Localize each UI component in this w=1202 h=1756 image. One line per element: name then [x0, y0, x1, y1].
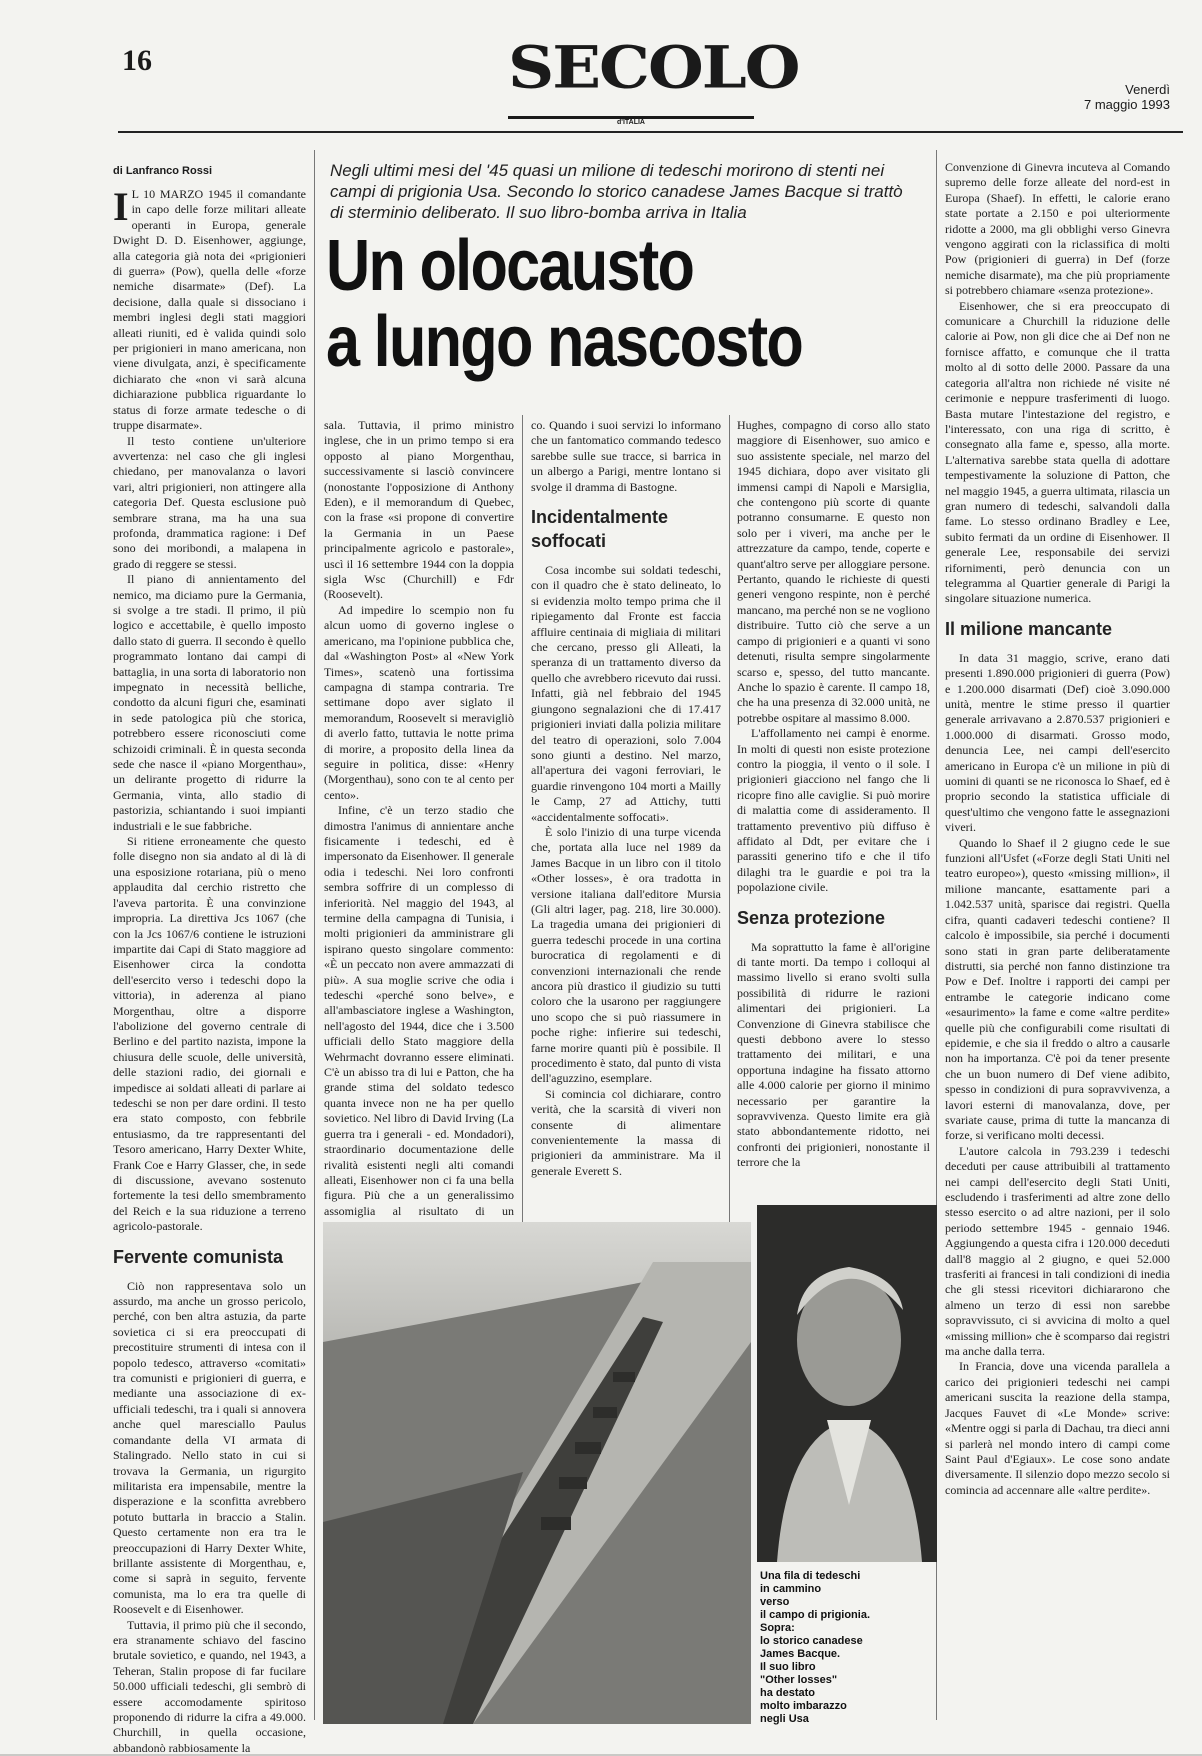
caption-line: negli Usa: [760, 1713, 809, 1725]
column-rule: [314, 150, 315, 1720]
portrait-image: [757, 1205, 937, 1562]
caption-line: verso: [760, 1596, 790, 1608]
caption-line: molto imbarazzo: [760, 1700, 847, 1712]
caption-line: "Other losses": [760, 1674, 838, 1686]
caption-line: Sopra:: [760, 1622, 795, 1634]
article-column-3: [531, 418, 721, 1213]
paragraph: Cosa incombe sui soldati tedeschi, con il quadro che è stato delineato, lo si evidenzia molto tempo prima che il ripiegamento dal Fronte est faccia affluire centinaia di migliaia di militari che cercano, presso gli Alleati, la speranza di un trattamento diverso da quello che avrebbero ricevuto dai russi. Infatti, già nel febbraio del 1945 giungono segnalazioni che di 17.417 prigionieri inviati dalla polizia militare del teatro di operazioni, solo 7.004 sono giunti a destino. Nel marzo, all'apertura dei vagoni ferroviari, le guardie rinvengono 104 morti a Mailly le Camp, 27 ad Attichy, tutti «accidentalmente soffocati».: [531, 563, 721, 824]
issue-date: [1040, 82, 1170, 112]
paragraph: Quando lo Shaef il 2 giugno cede le sue funzioni all'Usfet («Forze degli Stati Uniti nel teatro europeo»), questo «missing million», il milione mancante, esattamente pari a 1.042.537 unità, sparisce dai registri. Quella cifra, quanti cadaveri tedeschi contiene? Il calcolo è impossibile, sia perché i documenti sono stati in gran parte deliberatamente distrutti, sia perché non fanno distinzione tra Pow e Def. Inoltre i rapporti dei campi per entrambe le categorie indicano come «esaurimento» la fame e come «altre perdite» quelle più che configurabili come risultati di epidemie, e che sia il freddo o altro a causarle non ha importanza. C'è poi da tener presente che un buon numero di Def viene adibito, spesso in condizioni di pura sopravvivenza, a lavori esterni di manovalanza, dove, per svariate cause, prima di tutte la mancanza di forze, si verificano molti decessi.: [945, 835, 1170, 1143]
prisoners-march-image: [323, 1222, 751, 1724]
caption-line: Una fila di tedeschi: [760, 1570, 861, 1582]
subheading-incidentalmente-soffocati: Incidentalmente soffocati: [531, 507, 669, 552]
caption-line: James Bacque.: [760, 1648, 841, 1660]
paragraph: Il testo contiene un'ulteriore avvertenza: nel caso che gli inglesi chiedano, per manovalanza o lavori vari, altri prigionieri, non attingere alla categoria Def. Questa esclusione può sembrare strana, ma ha una sua profonda, drammatica ragione: i Def sono dei moribondi, a malapena in grado di reggere se stessi.: [113, 433, 306, 571]
article-column-2: [324, 418, 514, 1218]
paragraph: Ad impedire lo scempio non fu alcun uomo di governo inglese o americano, ma l'opinione pubblica che, dal «Washington Post» al «New York Times», scatenò una fortissima campagna di stampa contraria. Tre settimane dopo aver siglato il memorandum, Roosevelt si meravigliò di averlo fatto, tuttavia le notte prima di morire, a proposito della linea da seguire in politica, disse: «Henry (Morgenthau), sono con te al cento per cento».: [324, 602, 514, 802]
james-bacque-portrait: [757, 1205, 937, 1562]
paragraph: Ma soprattutto la fame è all'origine di tante morti. Da tempo i colloqui al massimo livello si erano svolti sulla possibilità di ridurre le razioni alimentari dei prigionieri. La Convenzione di Ginevra stabilisce che questi debbono avere lo stesso trattamento dei militari, e una opportuna indagine ha fissato attorno alle 4.000 calorie per giorno il minimo necessario per garantire la sopravvivenza. Questo limite era già stato abbondantemente ridotto, nei confronti dei prigionieri, nonostante il terrore che la: [737, 939, 930, 1170]
subheading-fervente-comunista: Fervente comunista: [113, 1246, 284, 1267]
article-column-4: [737, 418, 930, 1213]
paragraph: L'autore calcola in 793.239 i tedeschi deceduti per cause attribuibili al trattamento nei campi dell'esercito degli Stati Uniti, escludendo i trasferimenti ad altre zone dello stesso esercito o ad altre nazioni, per il solo periodo settembre 1945 - gennaio 1946. Aggiungendo a questa cifra i 120.000 deceduti dall'8 maggio al 2 giugno, e quei 52.000 trasferiti ai francesi in tali condizioni di inedia che gli stessi ricevitori dichiararono che almeno un terzo di essi non sarebbe sopravvissuto, ci si avvicina di molto a quel «missing million» che è scomparso dai registri ma anche dalla terra.: [945, 1143, 1170, 1359]
paragraph: Si comincia col dichiarare, contro verità, che la scarsità di viveri non consente di alimentare convenientemente la massa di prigionieri da amministrare. Ma il generale Everett S.: [531, 1086, 721, 1178]
headline-line: Un olocausto: [326, 226, 694, 306]
article-column-1: [113, 165, 306, 1755]
prisoners-march-photo: [323, 1222, 751, 1724]
paragraph: sala. Tuttavia, il primo ministro inglese, che in un primo tempo si era opposto al piano Morgenthau, successivamente si lasciò convincere (nonostante l'opposizione di Anthony Eden), e il memorandum di Quebec, con la frase «si propone di convertire la Germania in un Paese principalmente agricolo e pastorale», uscì il 16 settembre 1944 con la doppia sigla Wsc (Churchill) e Fdr (Roosevelt).: [324, 418, 514, 602]
subheading-senza-protezione: Senza protezione: [737, 907, 886, 928]
caption-line: lo storico canadese: [760, 1635, 863, 1647]
column-rule: [729, 415, 730, 1225]
paragraph: In Francia, dove una vicenda parallela a carico dei prigionieri tedeschi nei campi americani suscita la reazione della stampa, Jacques Fauvet di «Le Monde» scrive: «Mentre oggi si parla di Dachau, tra dieci anni si parlerà nel mondo intero di campi come Saint Paul d'Egiaux». Le cose sono andate diversamente. Il silenzio dopo mezzo secolo si comincia ad accennare alle «altre perdite».: [945, 1359, 1170, 1497]
subheading-il-milione-mancante: Il milione mancante: [945, 618, 1113, 639]
headline-line: a lungo nascosto: [326, 302, 803, 382]
paragraph: Tuttavia, il primo più che il secondo, era stranamente schiavo del fascino brutale sovietico, e quando, nel 1943, a Teheran, Stalin propose di far fucilare 50.000 ufficiali tedeschi, gli sembrò di essere accomodamente spiritoso proponendo di ridurre la cifra a 49.000. Churchill, in quella occasione, abbandonò rabbiosamente la: [113, 1617, 306, 1755]
article-column-5: [945, 160, 1170, 1725]
paragraph: Infine, c'è un terzo stadio che dimostra l'animus di annientare anche fisicamente i tedeschi, ed è impersonato da Eisenhower. Il generale odia i tedeschi. Nei loro confronti sembra soffrire di un complesso di inferiorità. Nel maggio del 1943, al termine della campagna di Tunisia, i molti prigionieri da amministrare gli ispirano questo singolare commento: «È un peccato non avere ammazzati di più». A sua moglie scrive che odia i tedeschi «perché sono belve», e all'ambasciatore inglese a Washington, nell'agosto del 1944, dice che i 3.500 ufficiali dello Stato maggiore della Wehrmacht dovranno essere eliminati. C'è un abisso tra di lui e Patton, che ha grande stima del soldato tedesco quanta invece non ne ha per quello sovietico. Nel libro di David Irving (La guerra tra i generali - ed. Mondadori), straordinario documentazione delle rivalità esistenti negli alti comandi alleati, Eisenhower non ci fa una bella figura. Più che a un generalissimo assomiglia al risultato di un: [324, 803, 514, 1218]
masthead-subtitle: d'ITALIA: [508, 116, 754, 126]
article-kicker: Negli ultimi mesi del '45 quasi un milione di tedeschi morirono di stenti nei campi di prigionia Usa. Secondo lo storico canadese James Bacque si trattò di sterminio deliberato. Il suo libro-bomba arriva in Italia: [330, 161, 903, 222]
paragraph: Ciò non rappresentava solo un assurdo, ma anche un grosso pericolo, perché, con ben altra astuzia, da parte sovietica ci si era preoccupati di precostituire strumenti di intesa con il popolo tedesco, attraverso «comitati» tra comunisti e prigionieri di guerra, e mediante una associazione di ex-ufficiali tedeschi, tra i quali si annovera anche quel maresciallo Paulus comandante della VI armata di Stalingrado. Nello stato in cui si trovava la Germania, un rigurgito militarista era impensabile, mentre la disperazione e la sconfitta avrebbero potuto buttarla in braccio a Stalin. Questo certamente non era tra le preoccupazioni di Harry Dexter White, brillante assistente di Morgenthau, e, come si saprà in seguito, fervente comunista, ma lo era tra quelle di Roosevelt e di Eisenhower.: [113, 1278, 306, 1617]
paragraph: Il piano di annientamento del nemico, ma diciamo pure la Germania, si svolge a tre stadi. Il primo, il più logico e accettabile, è quello imposto dallo stato di guerra. Il secondo è quello programmato lontano dai campi di battaglia, in una sorta di laboratorio non impegnato in necessità belliche, condotto da alcuni figuri che, esaminati in sede patologica più che storica, potrebbero essere riconosciuti come schizoidi criminali. È in questa seconda sede che nasce il «piano Morgenthau», un delirante progetto di ridurre la Germania, vinta, allo stadio di pastorizia, schiantando i suoi impianti industriali e le sue fabbriche.: [113, 572, 306, 833]
paragraph: In data 31 maggio, scrive, erano dati presenti 1.890.000 prigionieri di guerra (Pow) e 1.200.000 disarmati (Def) cioè 3.090.000 unità, mentre le stime presso il quartier generale arrivavano a 2.870.537 prigionieri e 1.000.000 di disarmati. Grosso modo, denuncia Lee, nei campi dell'esercito americano in Europa c'è un milione in più di uomini di quanti se ne riconosca lo Shaef, ed è proprio secondo la statistica ufficiale di quest'ultimo che vengono fatte le assegnazioni viveri.: [945, 650, 1170, 835]
drop-cap: I: [113, 184, 129, 229]
paragraph: Si ritiene erroneamente che questo folle disegno non sia andato al di là di una esposizione rotariana, più o meno applaudita dal cerchio ristretto che l'aveva partorita. È una convinzione impropria. La direttiva Jcs 1067 (che con la Jcs 1067/6 contiene le istruzioni impartite dai Capi di Stato maggiore ad Eisenhower circa la condotta dell'esercito verso i tedeschi dopo la vittoria), in aderenza al piano Morgenthau, oltre a disporre l'abolizione del governo centrale di Berlino e del partito nazista, impone la chiusura delle scuole, delle università, delle stazioni radio, dei giornali e impedisce ai soldati alleati di parlare ai tedeschi se non per dare ordini. Il testo era stato composto, con febbrile entusiasmo, da tre rappresentanti del Tesoro americano, Harry Dexter White, Frank Coe e Harry Glasser, che, in sede di discussione, avevano sostenuto fortemente la tesi dello smembramento del Reich e la sua riduzione a terreno agricolo-pastorale.: [113, 834, 306, 1234]
caption-line: Il suo libro: [760, 1661, 816, 1673]
caption-line: il campo di prigionia.: [760, 1609, 871, 1621]
column-rule: [522, 415, 523, 1225]
paragraph: Convenzione di Ginevra incuteva al Comando supremo delle forze alleate del nord-est in Europa (Shaef). In effetti, le calorie erano state portate a 2.150 e poi ulteriormente ridotte a 2000, ma gli obblighi verso Ginevra vengono aggirati con la riclassifica di molti Pow (prigionieri di guerra) in Def (forze nemiche disarmate), ma che più propriamente si potrebbero chiamare «senza protezione».: [945, 160, 1170, 298]
caption-line: ha destato: [760, 1687, 816, 1699]
caption-line: in cammino: [760, 1583, 822, 1595]
masthead-title: SECOLO: [508, 34, 799, 103]
issue-date-full: 7 maggio 1993: [1083, 97, 1170, 112]
issue-date-day: Venerdì: [1125, 82, 1170, 97]
photo-caption: [760, 1570, 930, 1726]
paragraph: I L 10 MARZO 1945 il comandante in capo delle forze militari alleate operanti in Europa, generale Dwight D. D. Eisenhower, aggiunge, alla categoria già nota dei «prigionieri di guerra» (Pow), quella delle «forze nemiche disarmate» (Def). La decisione, dalla quale si dissociano i membri inglesi degli stati maggiori alleati riuniti, ed è valida quindi solo per prigionieri in mano americana, non viene divulgata, anzi, è specificamente dichiarato che «non vi sarà alcuna dichiarazione pubblica riguardante lo status di forze armate tedesche o di truppe disarmate».: [113, 184, 306, 433]
header-rule: [118, 131, 1183, 133]
paragraph: L'affollamento nei campi è enorme. In molti di questi non esiste protezione contro la pioggia, il vento o il sole. I prigionieri giacciono nel fango che li ricopre fino alle caviglie. Si può morire di malattia come di assideramento. Il trattamento preventivo più diffuso è affidato al Ddt, per evitare che i parassiti generino tifo e che il tifo dilaghi tra le guardie e poi tra la popolazione civile.: [737, 726, 930, 895]
paragraph: co. Quando i suoi servizi lo informano che un fantomatico commando tedesco sarebbe sulle sue tracce, si barrica in un albergo a Parigi, mentre lontano si svolge il dramma di Bastogne.: [531, 418, 721, 494]
article-headline: [326, 228, 836, 380]
paragraph: Eisenhower, che si era preoccupato di comunicare a Churchill la riduzione delle calorie ai Pow, non gli dice che ai Def non ne fornisce affatto, e comunque che il tratta molto al di sotto delle 2000. Passare da una categoria all'altra non richiede né visite né cerimonie e neppure trasferimenti di luogo. Basta mutare l'intestazione del registro, e l'interessato, con una riga di scritto, è consegnato alla fame e, spesso, alla morte. L'alternativa sarebbe stata quella di adottare tempestivamente la soluzione di Patton, che nel maggio 1945, a guerra ultimata, rilascia un gran numero di tedeschi, salvandoli dalla fame. Lo stesso ordinano Bradley e Lee, subito fermati da un ordine di Eisenhower. Il generale Lee, responsabile dei servizi rifornimenti, però denuncia con un telegramma al Quartier generale di Parigi la singolare situazione numerica.: [945, 298, 1170, 606]
page-number: 16: [122, 44, 152, 77]
paragraph: Hughes, compagno di corso allo stato maggiore di Eisenhower, suo amico e suo assistente speciale, nel marzo del 1945 dichiara, dopo aver visitato gli immensi campi di Napoli e Marsiglia, che contengono più scorte di quante potranno consumarne. E questo non solo per i viveri, ma anche per le attrezzature da campo, tende, coperte e quant'altro serve per alloggiare persone. Pertanto, quando le richieste di questi generi vengono respinte, non è perché mancano, ma perché non se ne vogliono distribuire. Tutto ciò che serve a un campo di prigionieri e a quanti vi sono detenuti, risulta sempre singolarmente scarso e, spesso, del tutto mancante. Anche lo spazio è carente. Il campo 18, che ha una presenza di 32.000 unità, ne potrebbe ospitare al massimo 8.000.: [737, 418, 930, 725]
paragraph: È solo l'inizio di una turpe vicenda che, portata alla luce nel 1989 da James Bacque in un libro con il titolo «Other losses», è ora tradotta in versione italiana dall'editore Mursia (Gli altri lager, pag. 218, lire 30.000). La tragedia umana dei prigionieri di guerra tedeschi procede in una cortina burocratica di regolamenti e di convenzioni internazionali che rende ancora più drastico il giudizio su tutti coloro che la usarono per raggiungere uno scopo che si può riassumere in poche righe: infierire sui tedeschi, farne morire quanti più è possibile. Il procedimento è stato, dal punto di vista dell'aguzzino, esemplare.: [531, 824, 721, 1086]
article-byline: di Lanfranco Rossi: [113, 165, 213, 177]
